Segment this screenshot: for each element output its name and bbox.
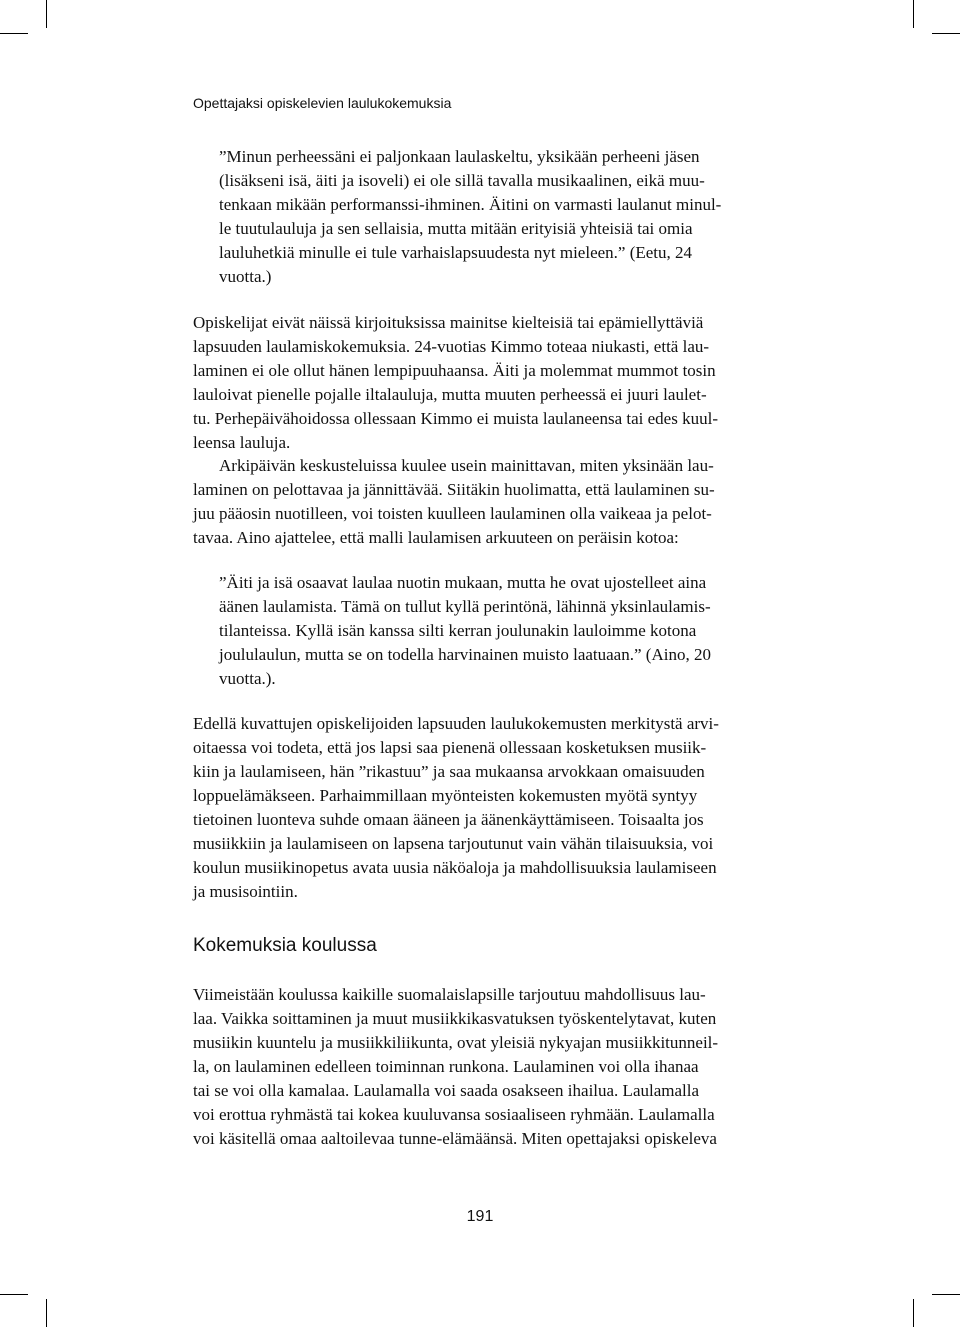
text-line: Viimeistään koulussa kaikille suomalaislapsille tarjoutuu mahdollisuus lau-	[193, 985, 706, 1004]
text-line: tavaa. Aino ajattelee, että malli laulamisen arkuuteen on peräisin kotoa:	[193, 528, 679, 547]
text-line: joululaulun, mutta se on todella harvinainen muisto laatuaan.” (Aino, 20	[219, 645, 711, 664]
crop-mark-bottom-right	[932, 1294, 960, 1295]
text-line: tietoinen luonteva suhde omaan ääneen ja äänenkäyttämiseen. Toisaalta jos	[193, 810, 704, 829]
running-head: Opettajaksi opiskelevien laulukokemuksia	[193, 95, 452, 111]
text-line: loppuelämäkseen. Parhaimmillaan myönteisten kokemusten myötä syntyy	[193, 786, 698, 805]
crop-mark-top-right	[932, 33, 960, 34]
crop-mark-bottom-left	[0, 1294, 28, 1295]
text-line: lauloivat pienelle pojalle iltalauluja, mutta muuten perheessä ei juuri laulet-	[193, 385, 707, 404]
text-line: Arkipäivän keskusteluissa kuulee usein mainittavan, miten yksinään lau-	[219, 456, 714, 475]
section-heading: Kokemuksia koulussa	[193, 935, 377, 956]
crop-mark-top-left	[46, 0, 47, 28]
text-line: ”Äiti ja isä osaavat laulaa nuotin mukaan, mutta he ovat ujostelleet aina	[219, 573, 707, 592]
crop-mark-top-right	[913, 0, 914, 28]
text-line: vuotta.)	[219, 267, 272, 286]
text-line: tai se voi olla kamalaa. Laulamalla voi saada osakseen ihailua. Laulamalla	[193, 1081, 700, 1100]
text-line: lauluhetkiä minulle ei tule varhaislapsuudesta nyt mieleen.” (Eetu, 24	[219, 243, 693, 262]
text-line: ”Minun perheessäni ei paljonkaan laulaskeltu, yksikään perheeni jäsen	[219, 147, 700, 166]
crop-mark-top-left	[0, 33, 28, 34]
text-line: laminen on pelottavaa ja jännittävää. Siitäkin huolimatta, että laulaminen su-	[193, 480, 715, 499]
text-line: laminen ei ole ollut hänen lempipuuhaansa. Äiti ja molemmat mummot tosin	[193, 361, 716, 380]
text-line: la, on laulaminen edelleen toiminnan runkona. Laulaminen voi olla ihanaa	[193, 1057, 699, 1076]
text-line: musiikkiin ja laulamiseen on lapsena tarjoutunut vain vähän tilaisuuksia, voi	[193, 834, 714, 853]
text-line: koulun musiikinopetus avata uusia näköaloja ja mahdollisuuksia laulamiseen	[193, 858, 717, 877]
text-line: (lisäkseni isä, äiti ja isoveli) ei ole sillä tavalla musikaalinen, eikä muu-	[219, 171, 705, 190]
text-line: vuotta.).	[219, 669, 276, 688]
text-line: voi erottua ryhmästä tai kokea kuuluvansa sosiaaliseen ryhmään. Laulamalla	[193, 1105, 715, 1124]
text-line: tu. Perhepäivähoidossa ollessaan Kimmo ei muista laulaneensa tai edes kuul-	[193, 409, 718, 428]
crop-mark-bottom-right	[913, 1299, 914, 1327]
text-line: Edellä kuvattujen opiskelijoiden lapsuuden laulukokemusten merkitystä arvi-	[193, 714, 719, 733]
page-number: 191	[466, 1208, 494, 1225]
text-line: lapsuuden laulamiskokemuksia. 24-vuotias Kimmo toteaa niukasti, että lau-	[193, 337, 710, 356]
text-line: Opiskelijat eivät näissä kirjoituksissa mainitse kielteisiä tai epämiellyttäviä	[193, 313, 704, 332]
text-line: äänen laulamista. Tämä on tullut kyllä perintönä, lähinnä yksinlaulamis-	[219, 597, 711, 616]
text-line: oitaessa voi todeta, että jos lapsi saa pienenä ollessaan kosketuksen musiik-	[193, 738, 707, 757]
text-line: leensa lauluja.	[193, 433, 291, 452]
text-line: musiikin kuuntelu ja musiikkiliikunta, ovat yleisiä nykyajan musiikkitunneil-	[193, 1033, 719, 1052]
text-line: le tuutulauluja ja sen sellaisia, mutta mitään erityisiä yhteisiä tai omia	[219, 219, 693, 238]
text-line: ja musisointiin.	[193, 882, 298, 901]
text-line: kiin ja laulamiseen, hän ”rikastuu” ja saa mukaansa arvokkaan omaisuuden	[193, 762, 705, 781]
text-line: tilanteissa. Kyllä isän kanssa silti kerran joulunakin lauloimme kotona	[219, 621, 697, 640]
text-line: laa. Vaikka soittaminen ja muut musiikkikasvatuksen työskentelytavat, kuten	[193, 1009, 717, 1028]
text-line: juu pääosin nuotilleen, voi toisten kuulleen laulaminen olla vaikeaa ja pelot-	[193, 504, 712, 523]
text-line: tenkaan mikään performanssi-ihminen. Äitini on varmasti laulanut minul-	[219, 195, 722, 214]
text-line: voi käsitellä omaa aaltoilevaa tunne-elämäänsä. Miten opettajaksi opiskeleva	[193, 1129, 717, 1148]
crop-mark-bottom-left	[46, 1299, 47, 1327]
